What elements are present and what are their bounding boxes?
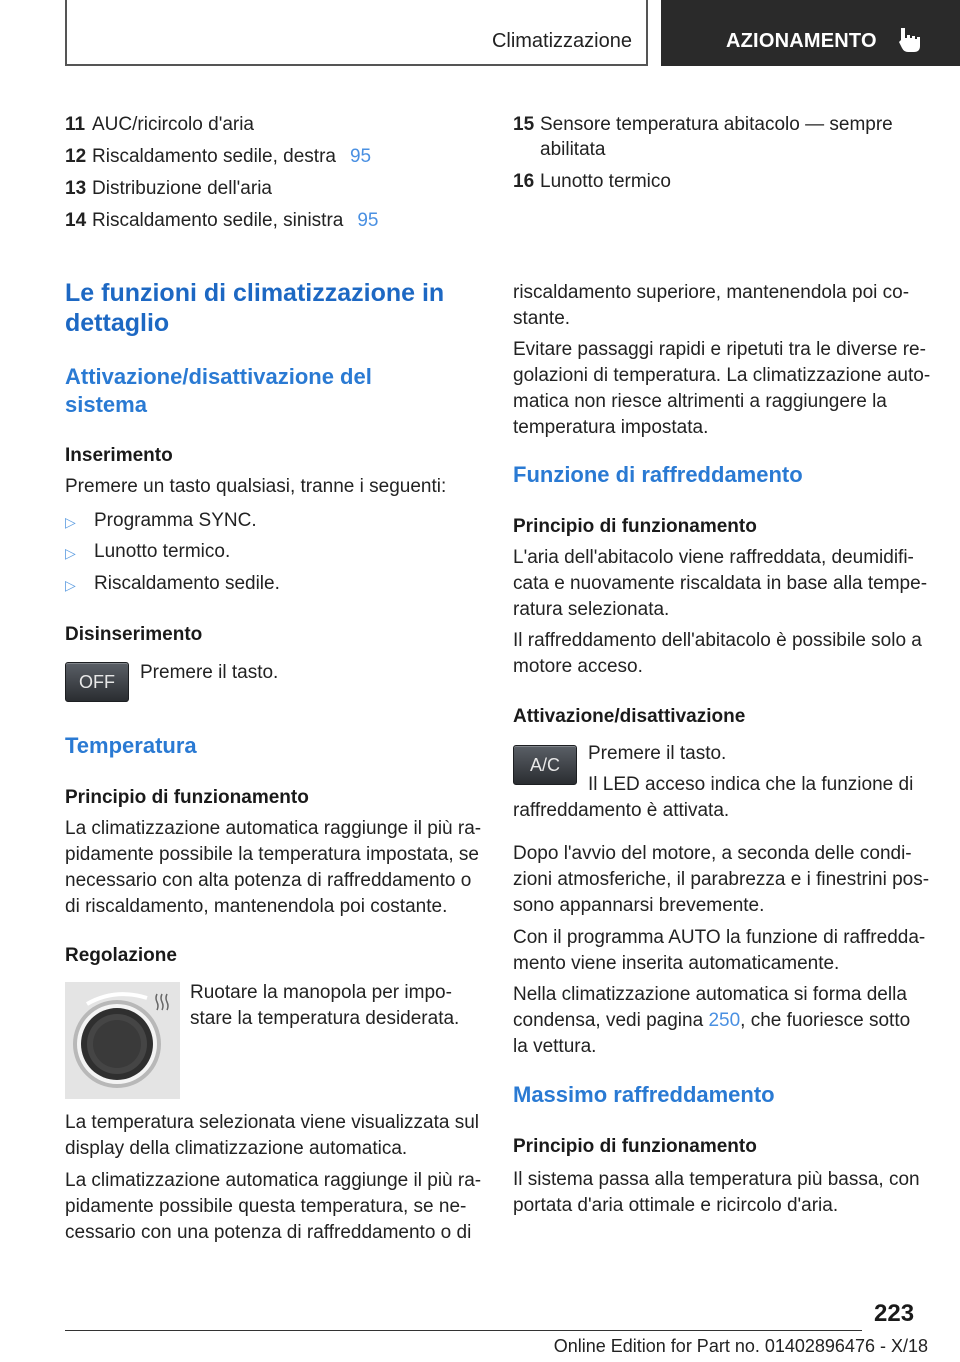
subheading-activation: Attivazione/disattivazione del xyxy=(65,364,372,389)
display-line: La temperatura selezionata viene visualizzata sul xyxy=(65,1112,480,1133)
auto-line: pidamente possibile questa temperatura, se ne- xyxy=(65,1196,467,1217)
header-section-title: Climatizzazione xyxy=(491,30,632,52)
footer-divider xyxy=(65,1330,862,1331)
legend-item-12: 12 Riscaldamento sedile, destra 95 xyxy=(65,146,372,167)
avoid-line: temperatura impostata. xyxy=(513,417,709,438)
inserimento-text: Premere un tasto qualsiasi, tranne i seguenti: xyxy=(65,476,447,497)
led-line: Il LED acceso indica che la funzione di xyxy=(588,774,914,795)
legend-item-13: 13 Distribuzione dell'aria xyxy=(65,178,272,199)
subheading-temperatura: Temperatura xyxy=(65,733,197,758)
avoid-line: matica non riesce altrimenti a raggiungere la xyxy=(513,391,887,412)
legend-item-11: 11 AUC/ricircolo d'aria xyxy=(65,114,255,135)
condensation-line: Nella climatizzazione automatica si forma della xyxy=(513,984,907,1005)
avoid-line: golazioni di temperatura. La climatizzazione auto- xyxy=(513,365,931,386)
page-number: 223 xyxy=(874,1300,915,1327)
subheading-massimo: Massimo raffreddamento xyxy=(513,1082,775,1107)
legend-item-16: 16 Lunotto termico xyxy=(513,171,671,192)
off-instruction: Premere il tasto. xyxy=(140,662,279,683)
subheading-activation-cont: sistema xyxy=(65,392,147,417)
regulation-line: stare la temperatura desiderata. xyxy=(190,1008,460,1029)
page-ref-link[interactable]: 95 xyxy=(357,210,379,231)
auto-program-line: Con il programma AUTO la funzione di raffredda- xyxy=(513,927,926,948)
pointing-hand-icon xyxy=(897,26,923,54)
auto-line: La climatizzazione automatica raggiunge il più ra- xyxy=(65,1170,482,1191)
ac-button-image: A/C xyxy=(513,745,577,785)
avoid-line: Evitare passaggi rapidi e ripetuti tra le diverse re- xyxy=(513,339,926,360)
ac-instruction: Premere il tasto. xyxy=(588,743,727,764)
after-line: sono appannarsi brevemente. xyxy=(513,895,765,916)
header-section-box xyxy=(65,0,648,66)
heading-principio-cool: Principio di funzionamento xyxy=(513,516,757,537)
cool-line: ratura selezionata. xyxy=(513,599,670,620)
off-button-image: OFF xyxy=(65,662,129,702)
condensation-line: condensa, vedi pagina 250, che fuoriesce sotto xyxy=(513,1010,911,1031)
triangle-bullet-icon: ▷ xyxy=(65,514,76,530)
display-line: display della climatizzazione automatica. xyxy=(65,1138,408,1159)
header-chapter-box xyxy=(661,0,960,66)
cool2-line: motore acceso. xyxy=(513,656,643,677)
max-line: Il sistema passa alla temperatura più bassa, con xyxy=(513,1169,920,1190)
triangle-bullet-icon: ▷ xyxy=(65,545,76,561)
continued-line: riscaldamento superiore, mantenendola poi co- xyxy=(513,282,910,303)
condensation-line: la vettura. xyxy=(513,1036,597,1057)
cool2-line: Il raffreddamento dell'abitacolo è possibile solo a xyxy=(513,630,922,651)
heading-disinserimento: Disinserimento xyxy=(65,624,203,645)
heading-principio: Principio di funzionamento xyxy=(65,787,309,808)
principle-line: di riscaldamento, mantenendola poi costante. xyxy=(65,896,448,917)
auto-program-line: mento viene inserita automaticamente. xyxy=(513,953,840,974)
heading-regolazione: Regolazione xyxy=(65,945,177,966)
temperature-knob-icon xyxy=(65,982,180,1099)
page-ref-link[interactable]: 95 xyxy=(349,146,372,167)
triangle-bullet-icon: ▷ xyxy=(65,577,76,593)
principle-line: La climatizzazione automatica raggiunge il più ra- xyxy=(65,818,482,839)
cool-line: cata e nuovamente riscaldata in base alla tempe- xyxy=(513,573,928,594)
regulation-line: Ruotare la manopola per impo- xyxy=(190,982,452,1003)
page-250-link[interactable]: 250 xyxy=(708,1010,741,1031)
continued-line: stante. xyxy=(513,308,571,329)
cool-line: L'aria dell'abitacolo viene raffreddata, deumidifi- xyxy=(513,547,914,568)
principle-line: necessario con alta potenza di raffreddamento o xyxy=(65,870,472,891)
legend-item-15-cont: abilitata xyxy=(540,139,606,160)
heading-principio-max: Principio di funzionamento xyxy=(513,1136,757,1157)
subheading-raffreddamento: Funzione di raffreddamento xyxy=(513,462,803,487)
header-chapter-title: AZIONAMENTO xyxy=(726,30,877,52)
after-line: zioni atmosferiche, il parabrezza e i finestrini pos- xyxy=(513,869,930,890)
footer-edition: Online Edition for Part no. 01402896476 - X/18 xyxy=(553,1336,928,1356)
legend-item-15: 15 Sensore temperatura abitacolo — sempre xyxy=(513,114,893,135)
temperature-knob-image xyxy=(65,982,180,1099)
section-heading: Le funzioni di climatizzazione in xyxy=(65,279,445,307)
legend-item-14: 14 Riscaldamento sedile, sinistra 95 xyxy=(65,210,379,231)
after-line: Dopo l'avvio del motore, a seconda delle condi- xyxy=(513,843,912,864)
max-line: portata d'aria ottimale e ricircolo d'aria. xyxy=(513,1195,839,1216)
principle-line: pidamente possibile la temperatura impostata, se xyxy=(65,844,480,865)
heading-inserimento: Inserimento xyxy=(65,445,173,466)
auto-line: cessario con una potenza di raffreddamento o di xyxy=(65,1222,472,1243)
led-line-cont: raffreddamento è attivata. xyxy=(513,800,730,821)
section-heading-cont: dettaglio xyxy=(65,309,170,337)
heading-attivazione: Attivazione/disattivazione xyxy=(513,706,746,727)
